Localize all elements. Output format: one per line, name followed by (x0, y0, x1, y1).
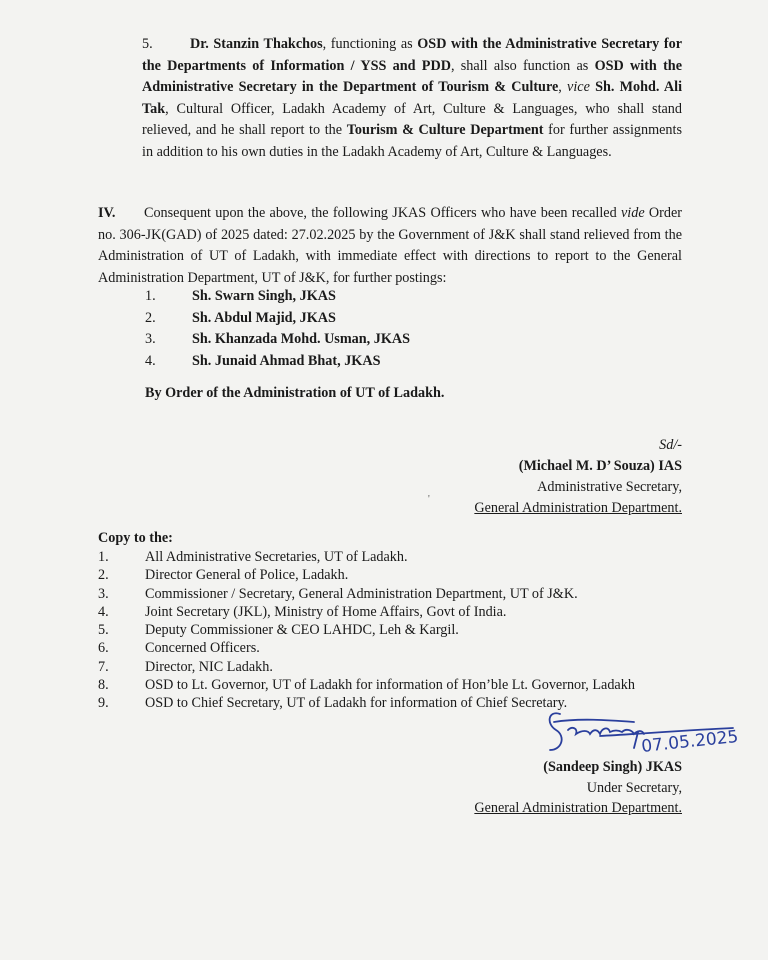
signatory-department: General Administration Department. (474, 800, 682, 816)
designation: OSD with the Administrative Secretary for the Departments of Information / YSS and PDD (142, 36, 683, 74)
signature-date: 07.05.2025 (640, 726, 740, 757)
text-run: , functioning as (322, 36, 418, 52)
list-number: 3. (98, 585, 109, 602)
list-item (145, 351, 645, 373)
recipient: Director General of Police, Ladakh. (145, 567, 349, 584)
text-run: , Cultural Officer, Ladakh Academy of Art, Culture & Languages, who shall stand relieved, and he shall report to the (142, 100, 682, 139)
list-item (145, 308, 645, 330)
stray-mark: ' (428, 494, 430, 505)
signatory-block-2 (474, 757, 682, 819)
designation: OSD with the Administrative Secretary in the Department of Tourism & Culture (142, 57, 682, 96)
list-item (98, 639, 698, 657)
list-item (98, 676, 698, 694)
text-run: Consequent upon the above, the following JKAS Officers who have been recalled (144, 205, 621, 221)
officer-name: Sh. Swarn Singh, JKAS (192, 288, 336, 304)
list-number: 4. (98, 603, 109, 620)
list-number: 7. (98, 658, 109, 675)
paragraph-number: 5. (142, 36, 153, 52)
list-number: 4. (145, 352, 156, 369)
list-number: 1. (98, 549, 109, 565)
text-run-italic: vice (567, 79, 590, 96)
department-name: Tourism & Culture Department (346, 122, 544, 139)
list-number: 8. (98, 677, 109, 694)
recipient: Joint Secretary (JKL), Ministry of Home Affairs, Govt of India. (145, 603, 507, 620)
text-run: for further assignments in addition to his own duties in the Ladakh Academy of Art, Culture & Languages. (142, 122, 682, 160)
list-number: 2. (145, 309, 156, 326)
list-number: 2. (98, 567, 109, 584)
text-run-italic: vide (620, 205, 645, 221)
recipient: OSD to Lt. Governor, UT of Ladakh for information of Hon’ble Lt. Governor, Ladakh (145, 677, 635, 694)
signatory-block-1 (474, 435, 682, 519)
recipient: OSD to Chief Secretary, UT of Ladakh for information of Chief Secretary. (145, 695, 568, 712)
signatory-title: Administrative Secretary, (537, 479, 682, 495)
copy-list (98, 548, 698, 713)
list-number: 6. (98, 640, 109, 657)
list-number: 1. (145, 288, 156, 304)
officer-name: Sh. Mohd. Ali Tak (142, 79, 683, 117)
copy-to-heading: Copy to the: (98, 530, 173, 546)
text-run: , shall also function as (450, 57, 595, 74)
list-item (98, 548, 698, 566)
recipient: Director, NIC Ladakh. (145, 658, 273, 675)
recipient: Commissioner / Secretary, General Administration Department, UT of J&K. (145, 585, 578, 602)
text-run: , (558, 79, 568, 96)
officer-name: Sh. Khanzada Mohd. Usman, JKAS (192, 331, 410, 348)
signatory-name: (Sandeep Singh) JKAS (543, 759, 682, 775)
officer-name: Dr. Stanzin Thakchos (190, 36, 323, 52)
signatory-department: General Administration Department. (474, 500, 682, 516)
paragraph-number: IV. (98, 205, 116, 221)
list-item (145, 286, 645, 308)
recipient: Concerned Officers. (145, 640, 260, 657)
list-item (98, 621, 698, 639)
recipient: Deputy Commissioner & CEO LAHDC, Leh & Kargil. (145, 622, 459, 639)
paragraph-iv (98, 203, 682, 289)
list-item (98, 585, 698, 603)
by-order-line: By Order of the Administration of UT of Ladakh. (145, 385, 445, 401)
list-number: 9. (98, 695, 109, 712)
officer-name: Sh. Abdul Majid, JKAS (192, 309, 336, 326)
signatory-name: (Michael M. D’ Souza) IAS (518, 458, 682, 474)
text-run: Order no. 306-JK(GAD) of 2025 dated: 27.02.2025 by the Government of J&K shall stand relieved from the Administration of UT of Ladakh, with immediate effect with directions to report to the General Administration Department, UT of J&K, for further postings: (98, 205, 682, 286)
list-item (98, 658, 698, 676)
recipient: All Administrative Secretaries, UT of Ladakh. (145, 549, 408, 565)
paragraph-5 (142, 34, 682, 164)
list-item (98, 603, 698, 621)
officer-name: Sh. Junaid Ahmad Bhat, JKAS (192, 352, 381, 369)
sd-mark: Sd/- (659, 437, 682, 453)
signatory-title: Under Secretary, (586, 779, 682, 796)
officer-list (145, 286, 645, 372)
list-item (145, 329, 645, 351)
list-number: 3. (145, 331, 156, 348)
list-number: 5. (98, 622, 109, 639)
list-item (98, 566, 698, 584)
